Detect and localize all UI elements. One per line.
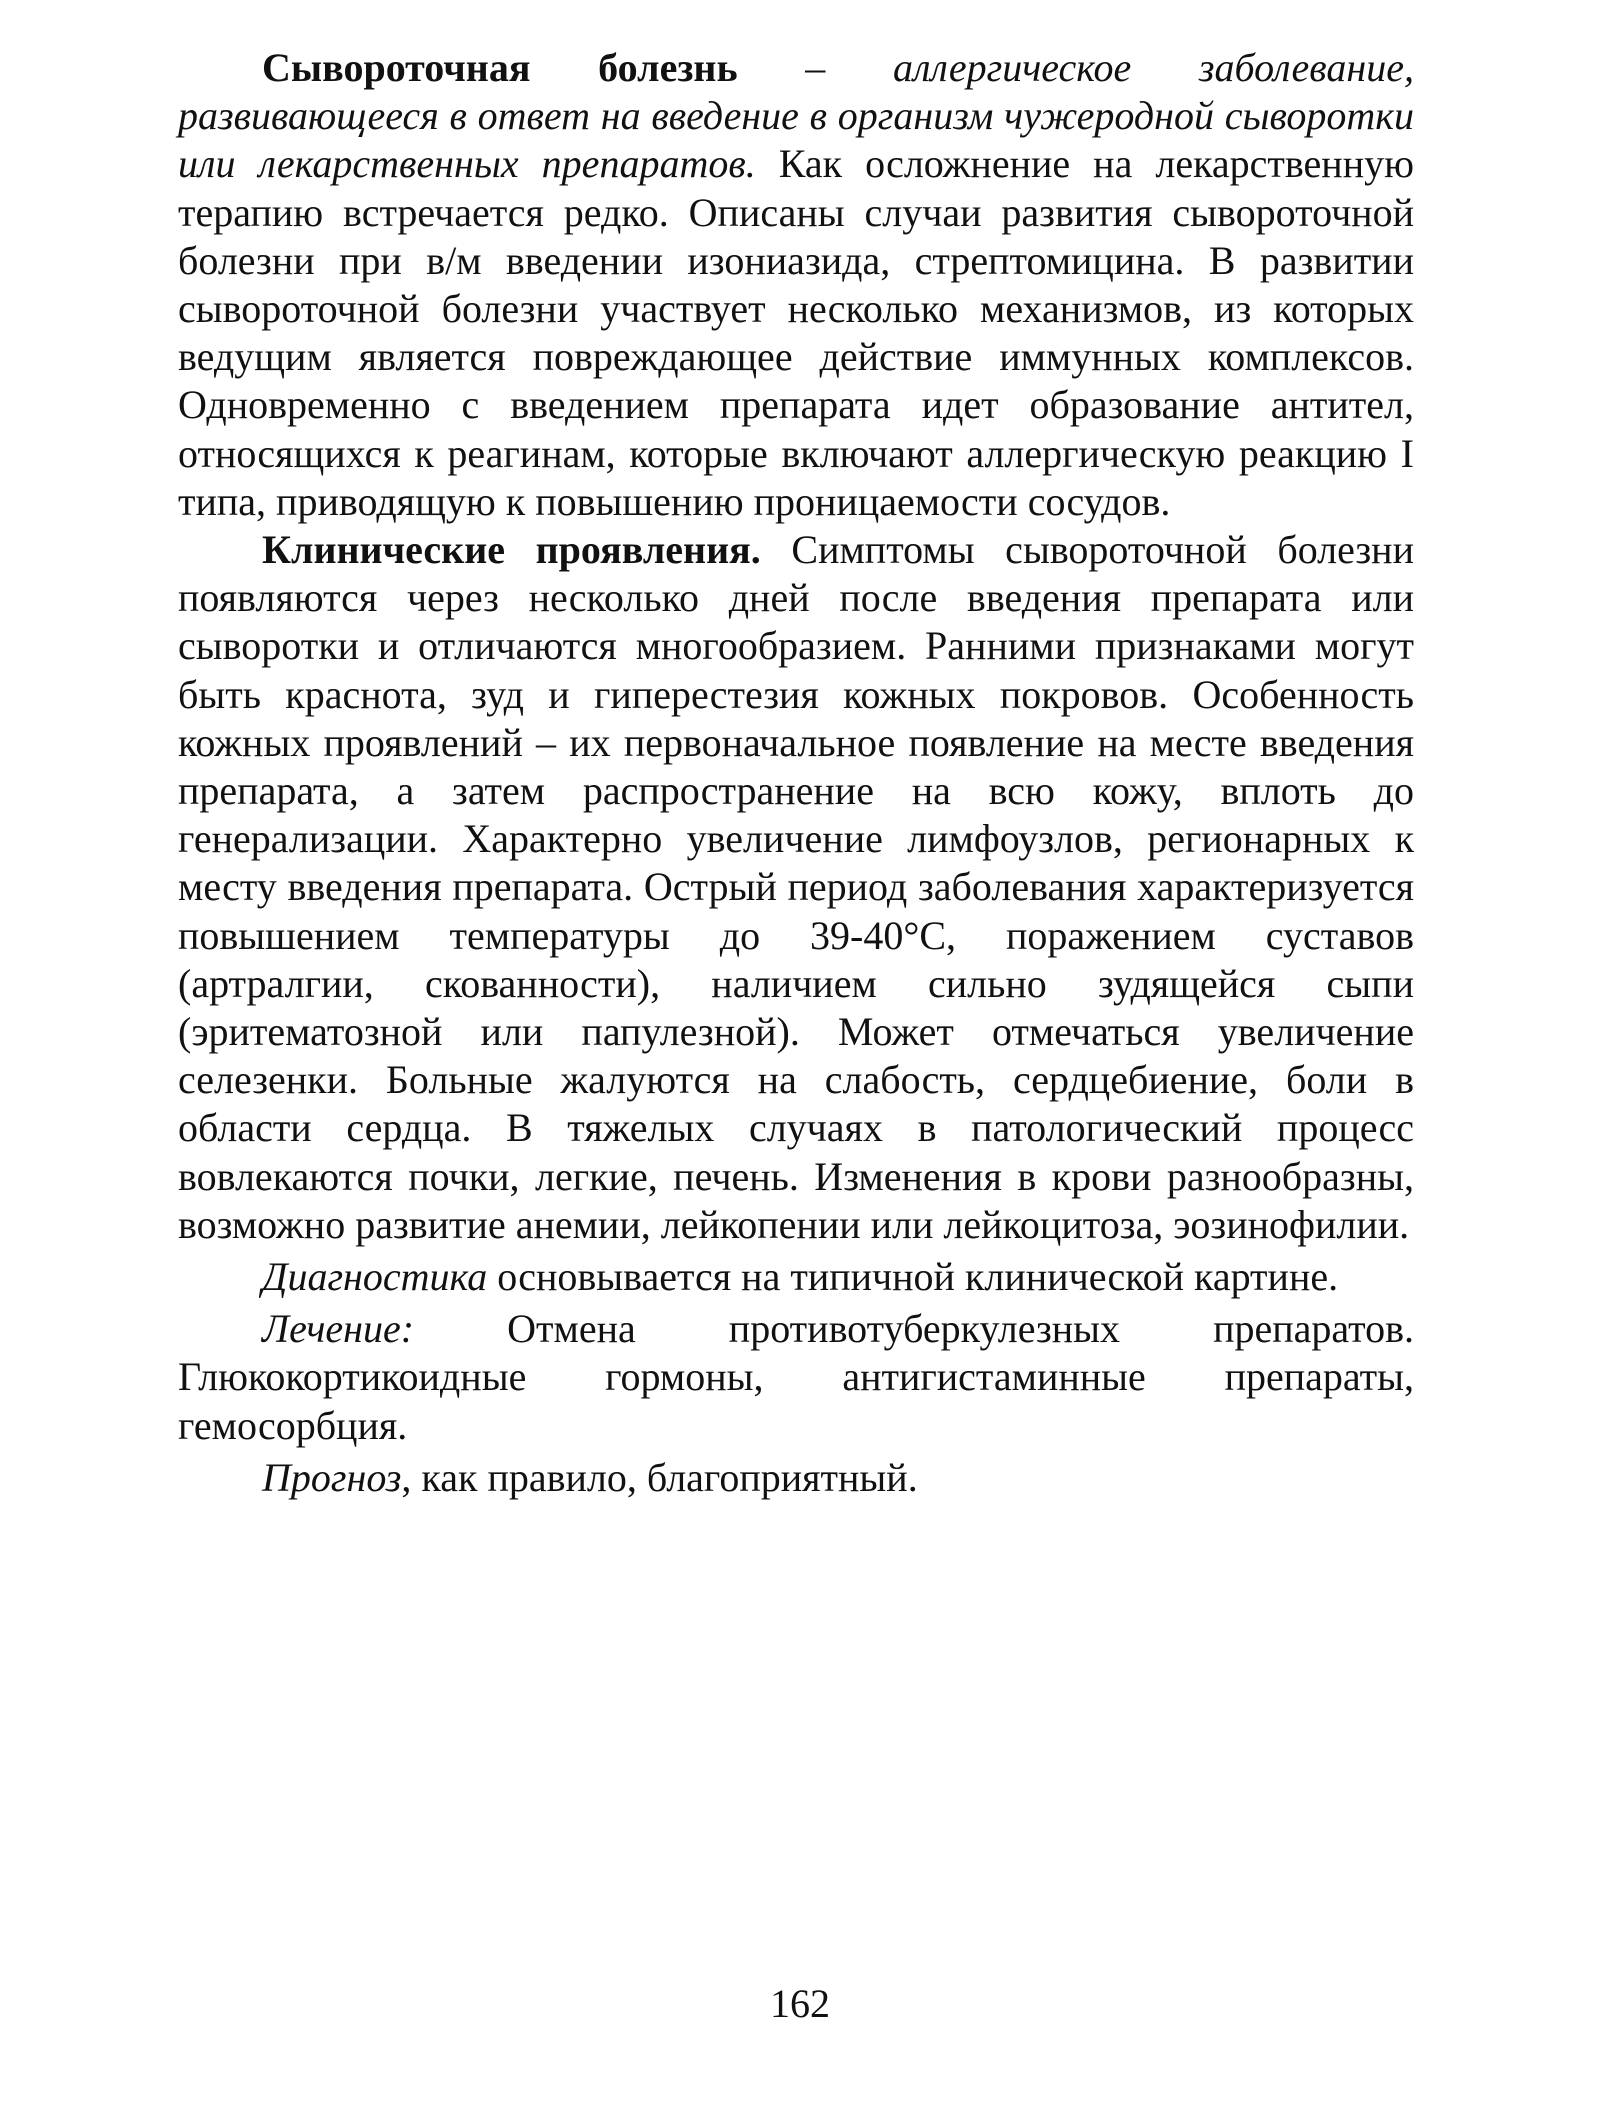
page-body: [178, 44, 1414, 1502]
paragraph-diagnostics: [178, 1253, 1414, 1301]
body-prognosis: , как правило, благоприятный.: [401, 1454, 918, 1500]
term-diagnostics: Диагностика: [262, 1254, 488, 1300]
page-number: 162: [770, 1981, 830, 2026]
term-serum-sickness: Сывороточная болезнь: [262, 45, 738, 90]
term-clinical-manifestations: Клинические проявления.: [262, 527, 761, 573]
paragraph-clinical-manifestations: [178, 526, 1414, 1249]
paragraph-serum-sickness: [178, 44, 1414, 526]
body-diagnostics: основывается на типичной клинической картине.: [487, 1254, 1339, 1300]
body-treatment: Отмена противотуберкулезных препаратов. Глюкокортикоидные гормоны, антигистаминные препараты, гемосорбция.: [178, 1306, 1414, 1448]
term-dash: –: [737, 45, 893, 90]
term-prognosis: Прогноз: [262, 1454, 402, 1500]
definition-serum-sickness: аллергическое заболевание, развивающееся в ответ на введение в организм чужеродной сыворотки или лекарственных препаратов.: [178, 45, 1414, 187]
term-treatment: Лечение:: [262, 1306, 415, 1352]
body-clinical-manifestations: Симптомы сывороточной болезни появляются через несколько дней после введения препарата или сыворотки и отличаются многообразием. Ранними признаками могут быть краснота, зуд и гиперестезия кожных покровов. Особенность кожных проявлений – их первоначальное появление на месте введения препарата, а затем распространение на всю кожу, вплоть до генерализации. Характерно увеличение лимфоузлов, регионарных к месту введения препарата. Острый период заболевания характеризуется повышением температуры до 39-40°С, поражением суставов (артралгии, скованности), наличием сильно зудящейся сыпи (эритематозной или папулезной). Может отмечаться увеличение селезенки. Больные жалуются на слабость, сердцебиение, боли в области сердца. В тяжелых случаях в патологический процесс вовлекаются почки, легкие, печень. Изменения в крови разнообразны, возможно развитие анемии, лейкопении или лейкоцитоза, эозинофилии.: [178, 527, 1414, 1247]
body-serum-sickness: Как осложнение на лекарственную терапию встречается редко. Описаны случаи развития сывороточной болезни при в/м введении изониазида, стрептомицина. В развитии сывороточной болезни участвует несколько механизмов, из которых ведущим является повреждающее действие иммунных комплексов. Одновременно с введением препарата идет образование антител, относящихся к реагинам, которые включают аллергическую реакцию I типа, приводящую к повышению проницаемости сосудов.: [178, 141, 1414, 524]
paragraph-prognosis: [178, 1454, 1414, 1502]
paragraph-treatment: [178, 1305, 1414, 1450]
